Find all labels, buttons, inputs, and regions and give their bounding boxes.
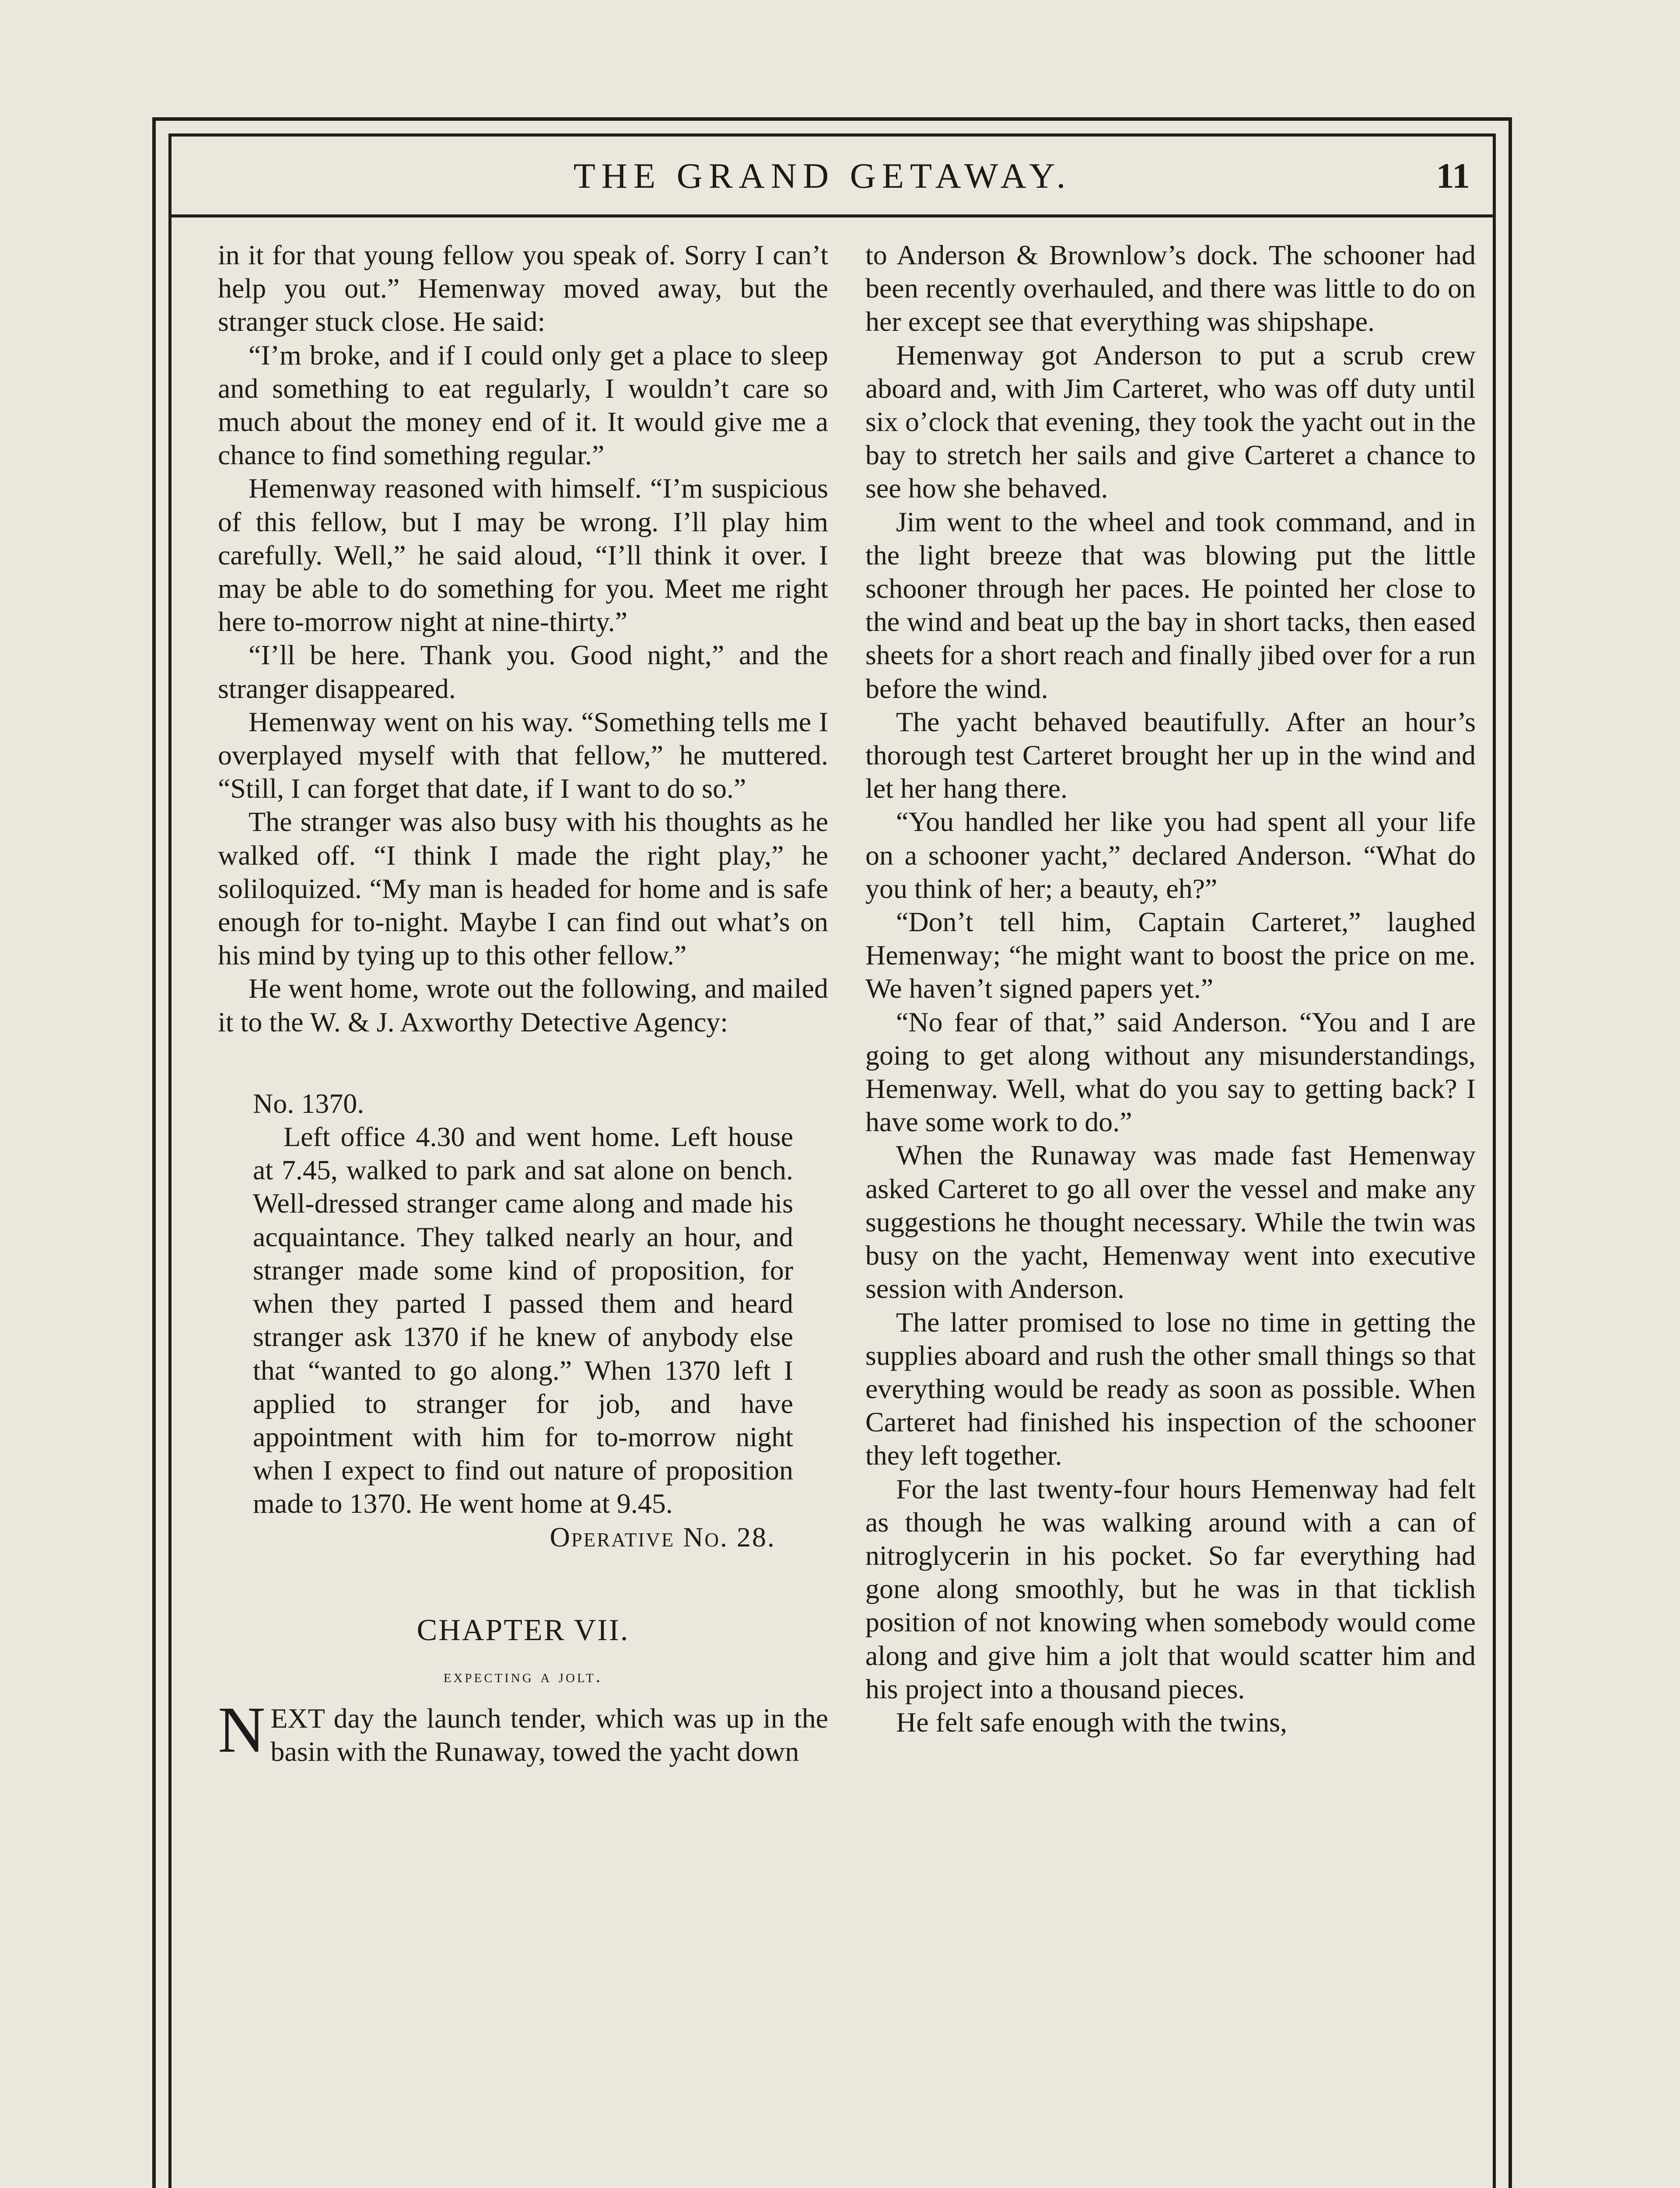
chapter-opening-text: EXT day the launch tender, which was up in the basin with the Runaway, towed the yacht down xyxy=(270,1702,828,1767)
paragraph: “No fear of that,” said Anderson. “You and I are going to get along without any misunderstandings, Hemenway. Well, what do you say to getting back? I have some work to do.” xyxy=(865,1006,1476,1138)
paragraph: to Anderson & Brownlow’s dock. The schooner had been recently overhauled, and there was little to do on her except see that everything was shipshape. xyxy=(865,239,1476,337)
paragraph: “You handled her like you had spent all your life on a schooner yacht,” declared Anderson. “What do you think of her; a beauty, eh?” xyxy=(865,806,1476,904)
right-column xyxy=(865,238,1476,1739)
paragraph: The latter promised to lose no time in getting the supplies aboard and rush the other small things so that everything would be ready as soon as possible. When Carteret had finished his inspection of the schooner they left together. xyxy=(865,1306,1476,1471)
paragraph: “I’ll be here. Thank you. Good night,” and the stranger disappeared. xyxy=(218,639,828,704)
report-signature: Operative No. 28. xyxy=(550,1521,776,1553)
paragraph: Hemenway went on his way. “Something tells me I overplayed myself with that fellow,” he muttered. “Still, I can forget that date, if I want to do so.” xyxy=(218,706,828,804)
report-body: Left office 4.30 and went home. Left house at 7.45, walked to park and sat alone on bench. Well-dressed stranger came along and made his acquaintance. They talked nearly an hour, and stranger made some kind of proposition, for when they parted I passed them and heard stranger ask 1370 if he knew of anybody else that “wanted to go along.” When 1370 left I applied to stranger for job, and have appointment with him for to-morrow night when I expect to find out nature of proposition made to 1370. He went home at 9.45. xyxy=(253,1121,793,1519)
paragraph: The stranger was also busy with his thoughts as he walked off. “I think I made the right play,” he soliloquized. “My man is headed for home and is safe enough for to-night. Maybe I can find out what’s on his mind by tying up to this other fellow.” xyxy=(218,806,828,971)
paragraph: He felt safe enough with the twins, xyxy=(896,1706,1287,1738)
chapter-title: CHAPTER VII. xyxy=(416,1613,630,1647)
paragraph: Hemenway reasoned with himself. “I’m suspicious of this fellow, but I may be wrong. I’ll play him carefully. Well,” he said aloud, “I’ll think it over. I may be able to do something for you. Meet me right here to-morrow night at nine-thirty.” xyxy=(218,473,828,638)
running-title: THE GRAND GETAWAY. xyxy=(573,156,1072,196)
paragraph: in it for that young fellow you speak of. Sorry I can’t help you out.” Hemenway moved away, but the stranger stuck close. He said: xyxy=(218,239,828,337)
left-column xyxy=(218,238,828,1768)
drop-cap: N xyxy=(218,1693,266,1766)
paragraph: “I’m broke, and if I could only get a place to sleep and something to eat regularly, I wouldn’t care so much about the money end of it. It would give me a chance to find something regular.” xyxy=(218,339,828,471)
chapter-subtitle: expecting a jolt. xyxy=(443,1666,603,1687)
paragraph: When the Runaway was made fast Hemenway asked Carteret to go all over the vessel and make any suggestions he thought necessary. While the twin was busy on the yacht, Hemenway went into executive session with Anderson. xyxy=(865,1140,1476,1304)
paragraph: He went home, wrote out the following, and mailed it to the W. & J. Axworthy Detective Agency: xyxy=(218,973,828,1038)
chapter-opening xyxy=(218,1693,828,1768)
page-number: 11 xyxy=(1436,156,1470,196)
report-number: No. 1370. xyxy=(253,1087,364,1119)
paragraph: Jim went to the wheel and took command, and in the light breeze that was blowing put the little schooner through her paces. He pointed her close to the wind and beat up the bay in short tacks, then eased sheets for a short reach and finally jibed over for a run before the wind. xyxy=(865,506,1476,704)
paragraph: The yacht behaved beautifully. After an hour’s thorough test Carteret brought her up in the wind and let her hang there. xyxy=(865,706,1476,804)
detective-report xyxy=(218,1087,828,1554)
paragraph: “Don’t tell him, Captain Carteret,” laughed Hemenway; “he might want to boost the price on me. We haven’t signed papers yet.” xyxy=(865,906,1476,1004)
paragraph: Hemenway got Anderson to put a scrub crew aboard and, with Jim Carteret, who was off duty until six o’clock that evening, they took the yacht out in the bay to stretch her sails and give Carteret a chance to see how she behaved. xyxy=(865,339,1476,504)
header-rule xyxy=(168,214,1496,217)
paragraph: For the last twenty-four hours Hemenway had felt as though he was walking around with a can of nitroglycerin in his pocket. So far everything had gone along smoothly, but he was in that ticklish position of not knowing when somebody would come along and give him a jolt that would scatter him and his project into a thousand pieces. xyxy=(865,1473,1476,1704)
